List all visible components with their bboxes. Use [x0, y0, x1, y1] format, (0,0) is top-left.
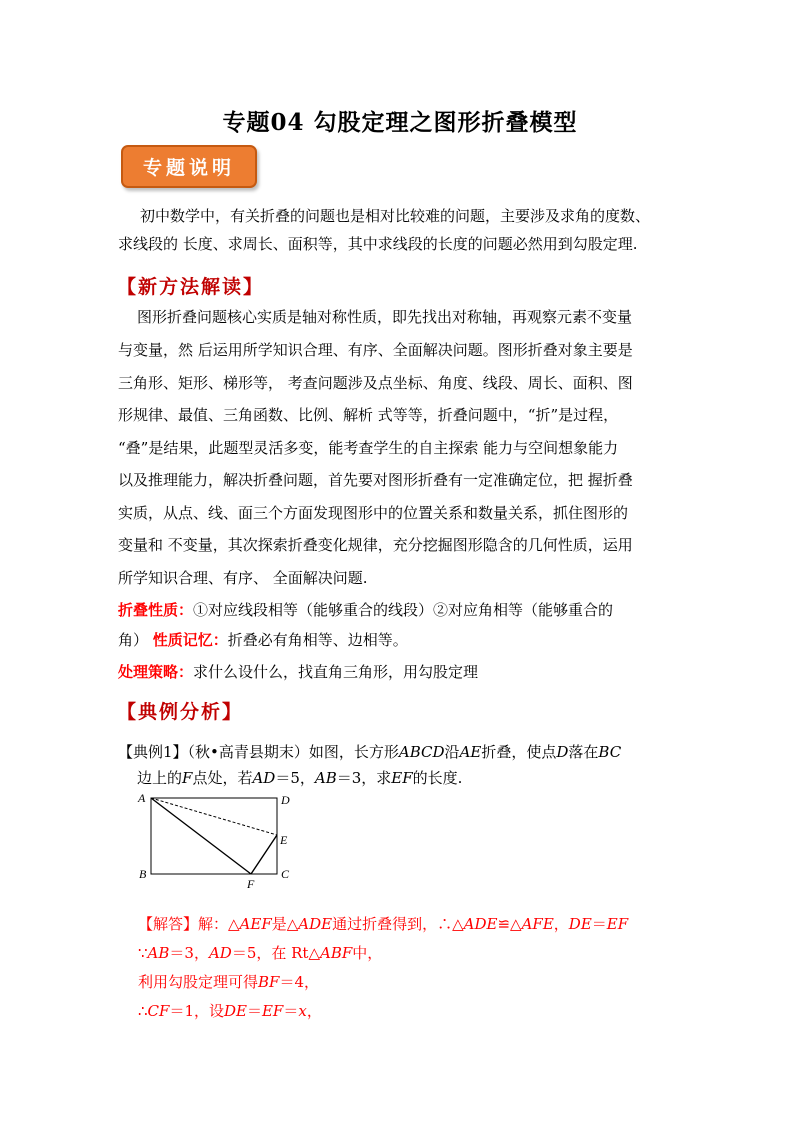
label-B: B	[139, 867, 147, 881]
answer-text: 【解答】解：△	[138, 915, 240, 933]
var: BF	[258, 973, 280, 991]
var-EF: EF	[391, 769, 413, 787]
label-C: C	[281, 867, 290, 881]
answer-text: ＝3，	[169, 944, 209, 962]
method-line-1: 图形折叠问题核心实质是轴对称性质，即先找出对称轴，再观察元素不变量	[137, 308, 633, 326]
example-line-1	[118, 740, 621, 764]
var-AB: AB	[314, 769, 337, 787]
var-D: D	[556, 743, 569, 761]
var: AFE	[521, 915, 554, 933]
answer-text: ＝4，	[279, 973, 319, 991]
property-memory-line	[118, 628, 408, 652]
strategy-line	[118, 660, 478, 684]
var: AD	[208, 944, 232, 962]
answer-line-4	[138, 999, 322, 1023]
answer-text: ∵	[138, 944, 148, 962]
answer-line-2	[138, 941, 382, 965]
var: ABF	[319, 944, 353, 962]
section-heading-method: 【新方法解读】	[117, 276, 265, 298]
intro-line-1: 初中数学中，有关折叠的问题也是相对比较难的问题，主要涉及求角的度数、	[140, 207, 651, 225]
var-ABCD: ABCD	[398, 743, 445, 761]
var-BC: BC	[598, 743, 622, 761]
method-line-3: 三角形、矩形、梯形等， 考查问题涉及点坐标、角度、线段、周长、面积、图	[118, 374, 633, 392]
var-F: F	[182, 769, 193, 787]
method-line-2: 与变量，然 后运用所学知识合理、有序、全面解决问题。图形折叠对象主要是	[118, 341, 633, 359]
var: ADE	[463, 915, 498, 933]
example-text: 的长度.	[412, 769, 463, 787]
example-text: ＝3，求	[336, 769, 392, 787]
var: EF	[261, 1002, 284, 1020]
intro-line-2: 求线段的 长度、求周长、面积等，其中求线段的长度的问题必然用到勾股定理.	[118, 235, 638, 253]
var-AE: AE	[459, 743, 482, 761]
label-A: A	[138, 791, 146, 805]
method-line-5: “叠”是结果，此题型灵活多变，能考查学生的自主探索 能力与空间想象能力	[118, 439, 619, 457]
answer-text: ＝5，在 Rt△	[231, 944, 320, 962]
var: CF	[147, 1002, 170, 1020]
answer-text: 通过折叠得到，∴△	[332, 915, 464, 933]
answer-text: ＝	[283, 1002, 299, 1020]
example-text: ＝5，	[275, 769, 315, 787]
page-title: 专题04 勾股定理之图形折叠模型	[222, 109, 578, 136]
strategy-text: 求什么设什么，找直角三角形，用勾股定理	[193, 663, 479, 681]
answer-text: ，	[553, 915, 569, 933]
topic-badge: 专题说明	[121, 145, 257, 188]
example-text: 点处，若	[192, 769, 253, 787]
property-memory-label: 性质记忆：	[152, 631, 228, 649]
var: AB	[147, 944, 170, 962]
answer-text: 利用勾股定理可得	[138, 973, 259, 991]
label-D: D	[281, 793, 290, 807]
example-text: 落在	[568, 743, 599, 761]
example-tag: 【典例1】	[118, 743, 188, 761]
section-heading-examples: 【典例分析】	[117, 701, 244, 723]
answer-text: 是△	[271, 915, 299, 933]
method-line-7: 实质，从点、线、面三个方面发现图形中的位置关系和数量关系，抓住图形的	[118, 504, 629, 522]
answer-text: ，	[306, 1002, 322, 1020]
answer-line-1	[138, 912, 628, 936]
example-line-2	[137, 766, 462, 790]
example-text: 沿	[444, 743, 460, 761]
method-line-9: 所学知识合理、有序、 全面解决问题.	[118, 569, 368, 587]
answer-text: 中，	[352, 944, 383, 962]
var-AD: AD	[252, 769, 276, 787]
answer-text: ∴	[138, 1002, 148, 1020]
method-line-8: 变量和 不变量，其次探索折叠变化规律，充分挖掘图形隐含的几何性质，运用	[118, 536, 633, 554]
var: ADE	[298, 915, 333, 933]
fold-property-text: ①对应线段相等（能够重合的线段）②对应角相等（能够重合的	[193, 601, 614, 619]
example-text: 折叠，使点	[481, 743, 557, 761]
property-text-cont: 角）	[118, 631, 153, 649]
label-E: E	[280, 833, 288, 847]
segment-AF	[151, 798, 251, 874]
segment-FE	[251, 835, 277, 874]
method-line-4: 形规律、最值、三角函数、比例、解析 式等等，折叠问题中，“折”是过程，	[118, 406, 619, 424]
answer-line-3	[138, 970, 319, 994]
example-text: （秋•高青县期末）如图，长方形	[187, 743, 399, 761]
var: x	[298, 1002, 307, 1020]
answer-text: ≌△	[497, 915, 522, 933]
answer-text: ＝	[591, 915, 607, 933]
property-memory-text: 折叠必有角相等、边相等。	[227, 631, 408, 649]
fold-line-AE	[151, 798, 277, 835]
fold-property-label: 折叠性质：	[118, 601, 194, 619]
label-F: F	[247, 877, 255, 890]
var: DE	[568, 915, 592, 933]
var: DE	[223, 1002, 247, 1020]
strategy-label: 处理策略：	[118, 663, 194, 681]
method-line-6: 以及推理能力，解决折叠问题，首先要对图形折叠有一定准确定位，把 握折叠	[118, 471, 633, 489]
var: EF	[606, 915, 629, 933]
answer-text: ＝	[246, 1002, 262, 1020]
example-text: 边上的	[137, 769, 183, 787]
fold-property-line	[118, 598, 613, 622]
rectangle-fold-figure	[134, 790, 294, 890]
var: AEF	[239, 915, 272, 933]
answer-text: ＝1，设	[169, 1002, 224, 1020]
